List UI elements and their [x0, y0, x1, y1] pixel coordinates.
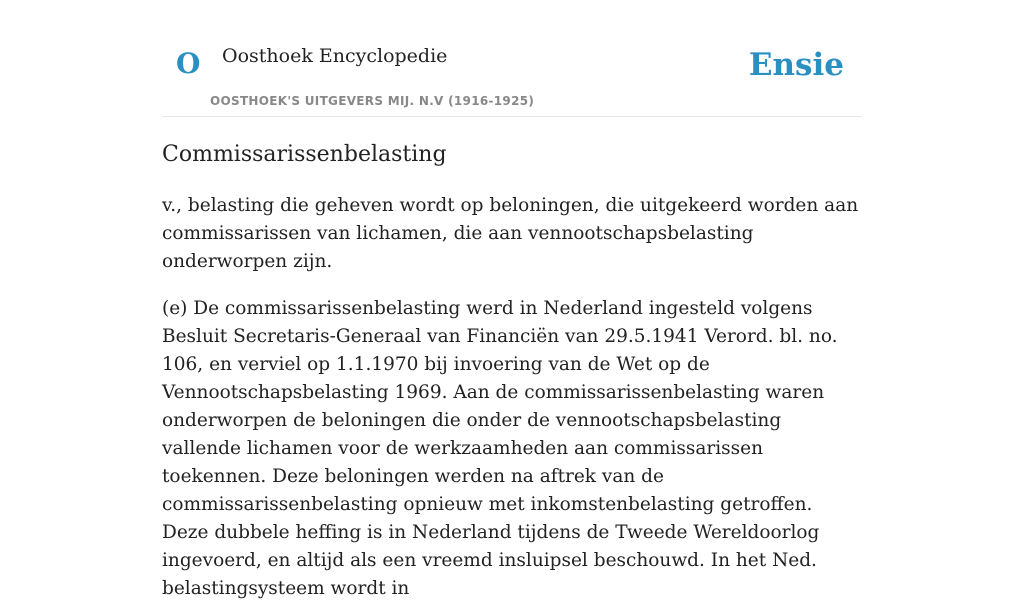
article-title: Commissarissenbelasting — [162, 142, 447, 167]
book-logo-letter[interactable]: O — [176, 47, 201, 80]
article-paragraph-1: v., belasting die geheven wordt op beloningen, die uitgekeerd worden aan commissarissen van lichamen, die aan vennootschapsbelasting onderworpen zijn. — [162, 194, 859, 272]
ensie-logo-link[interactable]: Ensie — [748, 47, 844, 83]
page — [162, 0, 862, 603]
book-title-link[interactable]: Oosthoek Encyclopedie — [222, 45, 448, 67]
header — [162, 0, 862, 117]
article-paragraph-2: (e) De commissarissenbelasting werd in Nederland ingesteld volgens Besluit Secretaris-Generaal van Financiën van 29.5.1941 Verord. bl. no. 106, en verviel op 1.1.1970 bij invoering van de Wet op de Vennootschapsbelasting 1969. Aan de commissarissenbelasting waren onderworpen de beloningen die onder de vennootschapsbelasting vallende lichamen voor de werkzaamheden aan commissarissen toekennen. Deze beloningen werden na aftrek van de commissarissenbelasting opnieuw met inkomstenbelasting getroffen. Deze dubbele heffing is in Nederland tijdens de Tweede Wereldoorlog ingevoerd, en altijd als een vreemd insluipsel beschouwd. In het Ned. belastingsysteem wordt in — [162, 297, 838, 599]
publisher-label: OOSTHOEK'S UITGEVERS MIJ. N.V (1916-1925) — [210, 94, 535, 108]
